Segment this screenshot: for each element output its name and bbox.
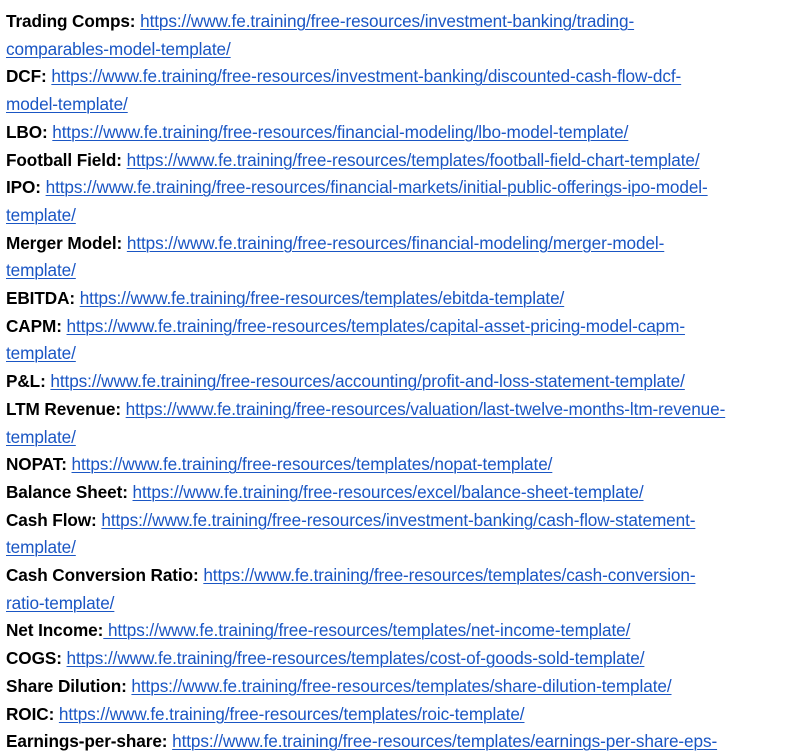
entry-label: DCF: — [6, 66, 47, 87]
net-income-link[interactable]: https://www.fe.training/free-resources/templates/net-income-template/ — [103, 620, 631, 641]
entry-net-income — [6, 617, 800, 645]
entry-nopat — [6, 451, 800, 479]
entry-pnl — [6, 368, 800, 396]
dcf-link[interactable]: https://www.fe.training/free-resources/investment-banking/discounted-cash-flow-dcf- model-template/ — [6, 66, 682, 115]
entry-label: LBO: — [6, 121, 48, 142]
entry-label: Balance Sheet: — [6, 481, 128, 502]
entry-label: IPO: — [6, 177, 41, 198]
entry-label: Share Dilution: — [6, 675, 127, 696]
cash-flow-link[interactable]: https://www.fe.training/free-resources/investment-banking/cash-flow-statement- template/ — [6, 509, 696, 558]
cash-conversion-ratio-link[interactable]: https://www.fe.training/free-resources/templates/cash-conversion- ratio-template/ — [6, 565, 696, 613]
entry-lbo — [6, 119, 800, 147]
trading-comps-link[interactable]: https://www.fe.training/free-resources/investment-banking/trading- comparables-model-template/ — [6, 11, 635, 59]
ebitda-link[interactable]: https://www.fe.training/free-resources/templates/ebitda-template/ — [79, 288, 565, 309]
balance-sheet-link[interactable]: https://www.fe.training/free-resources/excel/balance-sheet-template/ — [132, 481, 644, 502]
pnl-link[interactable]: https://www.fe.training/free-resources/accounting/profit-and-loss-statement-template/ — [50, 371, 685, 392]
entry-label: LTM Revenue: — [6, 398, 121, 419]
entry-label: Merger Model: — [6, 232, 123, 253]
entry-merger-model — [6, 230, 800, 285]
entry-label: NOPAT: — [6, 454, 67, 475]
entry-label: Football Field: — [6, 149, 122, 170]
cogs-link[interactable]: https://www.fe.training/free-resources/templates/cost-of-goods-sold-template/ — [66, 648, 645, 669]
entry-cash-conversion-ratio — [6, 562, 800, 617]
entry-label: P&L: — [6, 371, 46, 392]
roic-link[interactable]: https://www.fe.training/free-resources/templates/roic-template/ — [58, 703, 525, 724]
entry-label: Net Income: — [6, 620, 104, 641]
entry-balance-sheet — [6, 479, 800, 507]
entry-ipo — [6, 174, 800, 229]
entry-label: Cash Conversion Ratio: — [6, 565, 199, 586]
entry-label: EBITDA: — [6, 288, 75, 309]
entry-label: Trading Comps: — [6, 11, 136, 31]
entry-trading-comps — [6, 8, 800, 63]
earnings-per-share-link[interactable]: https://www.fe.training/free-resources/templates/earnings-per-share-eps- — [172, 731, 718, 752]
entry-share-dilution — [6, 673, 800, 701]
entry-ltm-revenue — [6, 396, 800, 451]
entry-label: Earnings-per-share: — [6, 731, 168, 752]
entry-earnings-per-share — [6, 728, 800, 756]
entry-football-field — [6, 147, 800, 175]
capm-link[interactable]: https://www.fe.training/free-resources/templates/capital-asset-pricing-model-capm- template/ — [6, 315, 685, 364]
ltm-revenue-link[interactable]: https://www.fe.training/free-resources/valuation/last-twelve-months-ltm-revenue- template/ — [6, 398, 726, 447]
entry-label: Cash Flow: — [6, 509, 97, 530]
lbo-link[interactable]: https://www.fe.training/free-resources/financial-modeling/lbo-model-template/ — [52, 121, 629, 142]
entry-label: CAPM: — [6, 315, 62, 336]
entry-label: COGS: — [6, 648, 62, 669]
merger-model-link[interactable]: https://www.fe.training/free-resources/financial-modeling/merger-model- template/ — [6, 232, 665, 281]
resource-link-list — [6, 8, 800, 756]
entry-cash-flow — [6, 507, 800, 562]
nopat-link[interactable]: https://www.fe.training/free-resources/templates/nopat-template/ — [71, 454, 553, 475]
entry-dcf — [6, 63, 800, 118]
ipo-link[interactable]: https://www.fe.training/free-resources/financial-markets/initial-public-offerings-ipo-model- template/ — [6, 177, 708, 225]
share-dilution-link[interactable]: https://www.fe.training/free-resources/templates/share-dilution-template/ — [131, 675, 672, 696]
entry-cogs — [6, 645, 800, 673]
entry-roic — [6, 701, 800, 729]
football-field-link[interactable]: https://www.fe.training/free-resources/templates/football-field-chart-template/ — [126, 149, 700, 170]
entry-capm — [6, 313, 800, 368]
entry-label: ROIC: — [6, 703, 55, 724]
entry-ebitda — [6, 285, 800, 313]
